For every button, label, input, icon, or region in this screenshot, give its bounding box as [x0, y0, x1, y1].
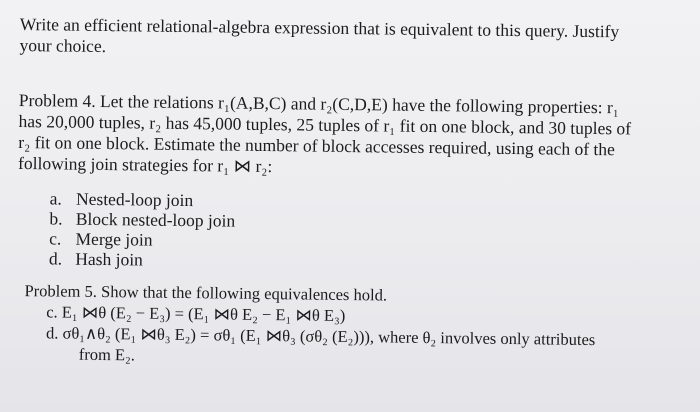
- list-item: [50, 188, 236, 210]
- problem-5: [24, 280, 596, 371]
- question-line-1: Write an efficient relational-algebra expression that is equivalent to this query. Justify: [19, 13, 620, 42]
- list-item: [49, 208, 235, 230]
- equivalence-d: d. σθ₁∧θ₂ (E₁ ⋈θ₃ E₂) = σθ₁ (E₁ ⋈θ₃ (σθ₂ (E₂))), where θ₂ involves only attributes: [45, 323, 596, 350]
- problem-4: [18, 90, 631, 181]
- question-line-2: your choice.: [19, 34, 107, 57]
- problem-4-line-2: has 20,000 tuples, r₂ has 45,000 tuples, 25 tuples of r₁ fit on one block, and 30 tuples of: [18, 110, 632, 139]
- list-item-label: d.: [48, 248, 63, 269]
- list-item: [49, 248, 235, 270]
- equivalence-c: c. E₁ ⋈θ (E₂ − E₃) = (E₁ ⋈θ E₂ − E₁ ⋈θ E₃): [46, 302, 346, 325]
- list-item: [49, 228, 235, 250]
- list-item-label: c.: [49, 228, 62, 249]
- equivalence-d-continuation: from E₂.: [78, 344, 136, 365]
- problem-4-line-4: following join strategies for r₁ ⋈ r₂:: [17, 152, 273, 177]
- question-text: [19, 14, 619, 63]
- problem-5-title: Problem 5. Show that the following equivalences hold.: [24, 281, 388, 305]
- list-item-text: Block nested-loop join: [75, 208, 236, 231]
- list-item-text: Hash join: [75, 248, 144, 270]
- list-item-text: Merge join: [75, 228, 153, 250]
- printed-page: [15, 8, 680, 412]
- join-strategy-list: [49, 188, 236, 270]
- list-item-label: b.: [49, 208, 63, 229]
- list-item-label: a.: [49, 188, 62, 209]
- list-item-text: Nested-loop join: [75, 188, 194, 211]
- problem-4-line-3: r₂ fit on one block. Estimate the number of block accesses required, using each of the: [18, 131, 615, 160]
- problem-4-line-1: Problem 4. Let the relations r₁(A,B,C) and r₂(C,D,E) have the following properties: r₁: [18, 89, 620, 118]
